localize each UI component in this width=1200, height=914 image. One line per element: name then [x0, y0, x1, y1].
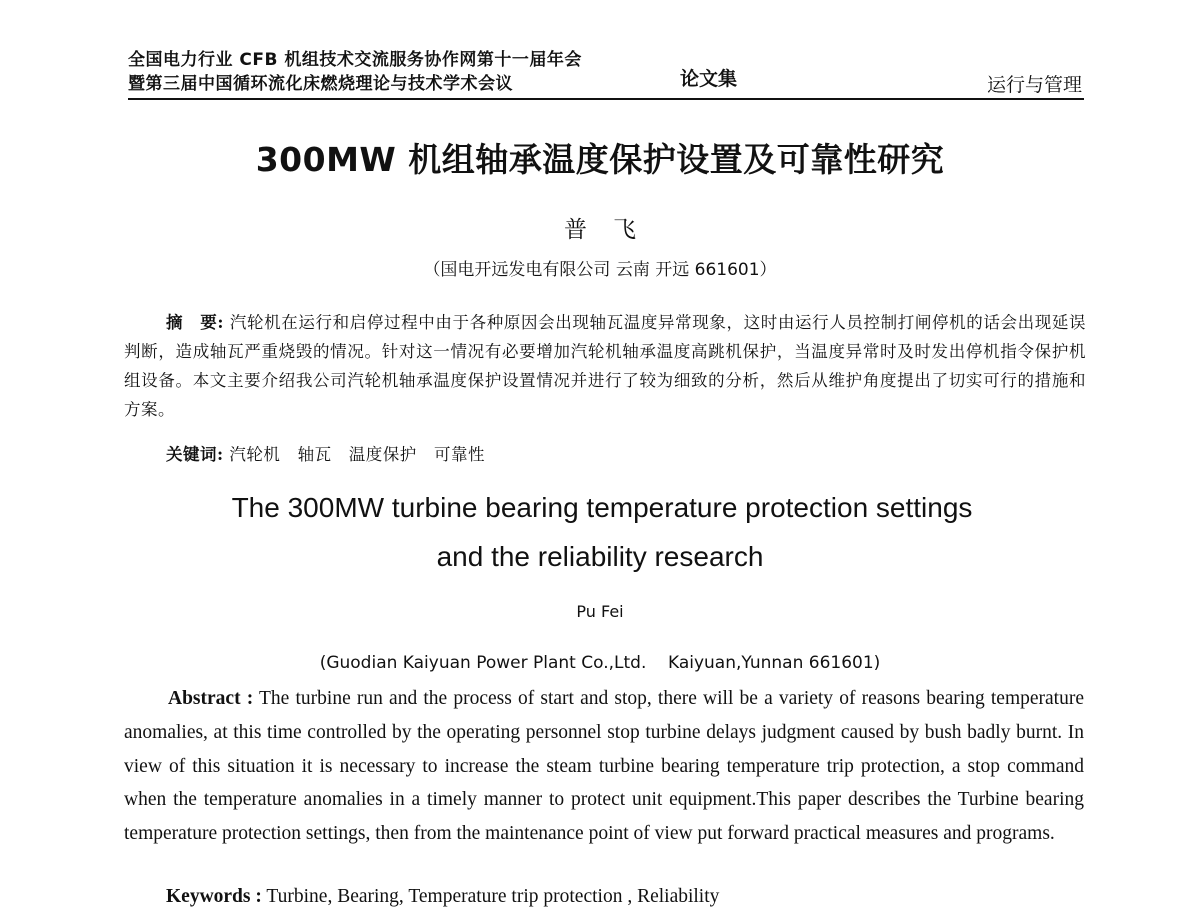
conference-name [128, 48, 582, 96]
keywords-cn [166, 440, 485, 469]
keywords-cn-text: 汽轮机 轴瓦 温度保护 可靠性 [223, 445, 486, 464]
abstract-cn [124, 308, 1086, 424]
abstract-en-label: Abstract : [168, 688, 254, 709]
author-en: Pu Fei [576, 602, 624, 621]
header-rule [128, 98, 1084, 100]
abstract-en [124, 682, 1084, 851]
paper-title-cn: 300MW 机组轴承温度保护设置及可靠性研究 [255, 140, 945, 179]
affiliation-en: (Guodian Kaiyuan Power Plant Co.,Ltd. Kaiyuan,Yunnan 661601) [319, 653, 881, 673]
abstract-cn-text: 汽轮机在运行和启停过程中由于各种原因会出现轴瓦温度异常现象，这时由运行人员控制打闸停机的话会出现延误判断，造成轴瓦严重烧毁的情况。针对这一情况有必要增加汽轮机轴承温度高跳机保护，当温度异常时及时发出停机指令保护机组设备。本文主要介绍我公司汽轮机轴承温度保护设置情况并进行了较为细致的分析，然后从维护角度提出了切实可行的措施和方案。 [124, 313, 1086, 419]
abstract-en-text: The turbine run and the process of start and stop, there will be a variety of reasons bearing temperature anomalies, at this time controlled by the operating personnel stop turbine delays judgment caused by bush badly burnt. In view of this situation it is necessary to increase the steam turbine bearing temperature trip protection, a stop command when the temperature anomalies in a timely manner to protect unit equipment.This paper describes the Turbine bearing temperature protection settings, then from the maintenance point of view put forward practical measures and programs. [124, 688, 1084, 845]
conference-line-1: 全国电力行业 CFB 机组技术交流服务协作网第十一届年会 [128, 50, 582, 70]
keywords-en-label: Keywords : [166, 886, 262, 907]
keywords-cn-label: 关键词: [166, 445, 224, 464]
paper-title-en-line-1: The 300MW turbine bearing temperature protection settings [231, 492, 973, 523]
affiliation-cn: （国电开远发电有限公司 云南 开远 661601） [423, 260, 777, 280]
collection-label: 论文集 [680, 68, 738, 90]
author-cn: 普飞 [564, 217, 662, 243]
conference-line-2: 暨第三届中国循环流化床燃烧理论与技术学术会议 [128, 74, 513, 94]
keywords-en-text: Turbine, Bearing, Temperature trip protection , Reliability [261, 886, 720, 907]
keywords-en [166, 880, 719, 913]
section-label: 运行与管理 [986, 74, 1082, 96]
paper-title-en-line-2: and the reliability research [436, 541, 764, 572]
abstract-cn-label: 摘 要: [166, 313, 224, 332]
